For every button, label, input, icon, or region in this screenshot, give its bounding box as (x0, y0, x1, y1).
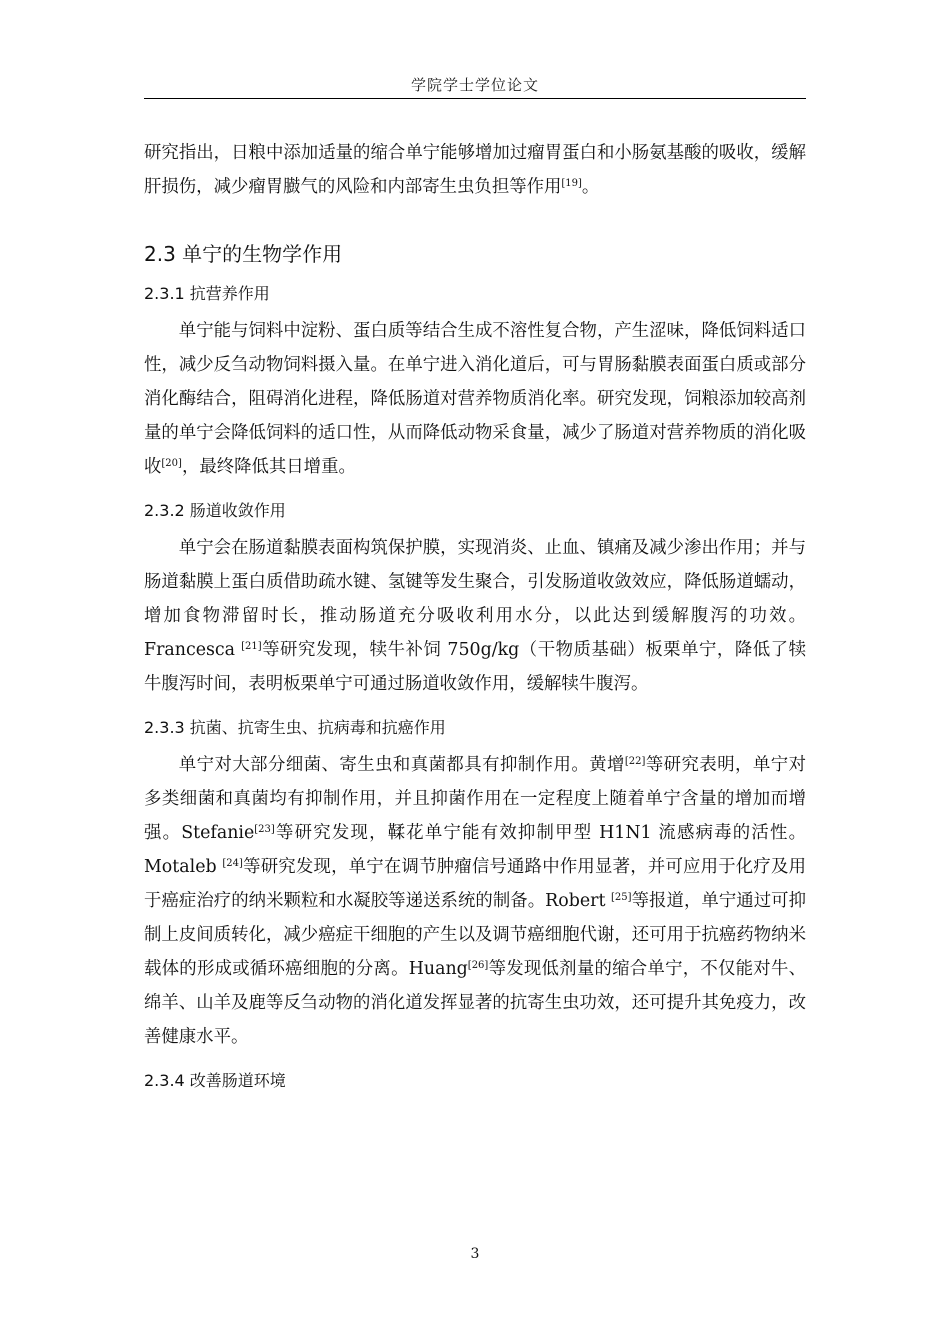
subsection-heading-astringent: 2.3.2 肠道收敛作用 (144, 501, 286, 520)
paragraph-text: 等研究表明，单宁对多类细菌和真菌均有抑制作用，并且抑菌作用在一定程度上随着单宁含量的增加而增强。Stefanie (144, 755, 806, 843)
subsection-heading-gut-environment: 2.3.4 改善肠道环境 (144, 1071, 286, 1090)
citation-ref: [22] (624, 756, 646, 767)
paragraph-antibacterial (144, 748, 806, 1054)
citation-ref: [21] (241, 641, 262, 652)
paragraph-text: 单宁会在肠道黏膜表面构筑保护膜，实现消炎、止血、镇痛及减少渗出作用；并与肠道黏膜上蛋白质借助疏水键、氢键等发生聚合，引发肠道收敛效应，降低肠道蠕动，增加食物滞留时长，推动肠道充分吸收利用水分，以此达到缓解腹泻的功效。Francesca (144, 538, 806, 660)
paragraph-text: 单宁对大部分细菌、寄生虫和真菌都具有抑制作用。黄增 (178, 755, 625, 775)
running-header: 学院学士学位论文 (410, 76, 539, 94)
page-number: 3 (470, 1246, 480, 1262)
paragraph-text: 研究指出，日粮中添加适量的缩合单宁能够增加过瘤胃蛋白和小肠氨基酸的吸收，缓解肝损伤，减少瘤胃臌气的风险和内部寄生虫负担等作用 (144, 143, 806, 197)
paragraph-astringent (144, 531, 806, 701)
citation-ref: [24] (222, 858, 243, 869)
citation-ref: [20] (161, 458, 182, 469)
citation-ref: [19] (561, 178, 582, 189)
paragraph-text: 等研究发现，鞣花单宁能有效抑制甲型 H1N1 流感病毒的活性。Motaleb (144, 823, 806, 877)
paragraph-text: 等发现低剂量的缩合单宁，不仅能对牛、绵羊、山羊及鹿等反刍动物的消化道发挥显著的抗寄生虫功效，还可提升其免疫力，改善健康水平。 (144, 959, 806, 1047)
subsection-heading-anti-nutrition: 2.3.1 抗营养作用 (144, 284, 270, 303)
section-heading: 2.3 单宁的生物学作用 (144, 242, 343, 266)
paragraph-text: 单宁能与饲料中淀粉、蛋白质等结合生成不溶性复合物，产生涩味，降低饲料适口性，减少反刍动物饲料摄入量。在单宁进入消化道后，可与胃肠黏膜表面蛋白质或部分消化酶结合，阻碍消化进程，降低肠道对营养物质消化率。研究发现，饲粮添加较高剂量的单宁会降低饲料的适口性，从而降低动物采食量，减少了肠道对营养物质的消化吸收 (144, 321, 806, 477)
paragraph-text: ，最终降低其日增重。 (181, 457, 356, 477)
paragraph-text: 等研究发现，犊牛补饲 750g/kg（干物质基础）板栗单宁，降低了犊牛腹泻时间，表明板栗单宁可通过肠道收敛作用，缓解犊牛腹泻。 (144, 640, 806, 694)
paragraph-text: 。 (581, 177, 600, 197)
paragraph-anti-nutrition (144, 314, 806, 484)
paragraph-text: 等研究发现，单宁在调节肿瘤信号通路中作用显著，并可应用于化疗及用于癌症治疗的纳米颗粒和水凝胶等递送系统的制备。Robert (144, 857, 806, 911)
paragraph-text: 等报道，单宁通过可抑制上皮间质转化，减少癌症干细胞的产生以及调节癌细胞代谢，还可用于抗癌药物纳米载体的形成或循环癌细胞的分离。Huang (144, 891, 806, 979)
citation-ref: [26] (467, 960, 489, 971)
subsection-heading-antibacterial: 2.3.3 抗菌、抗寄生虫、抗病毒和抗癌作用 (144, 718, 446, 737)
header-rule (144, 98, 806, 99)
citation-ref: [23] (254, 824, 275, 835)
paragraph-continued (144, 136, 806, 204)
citation-ref: [25] (611, 892, 632, 903)
page-content (144, 136, 806, 1101)
